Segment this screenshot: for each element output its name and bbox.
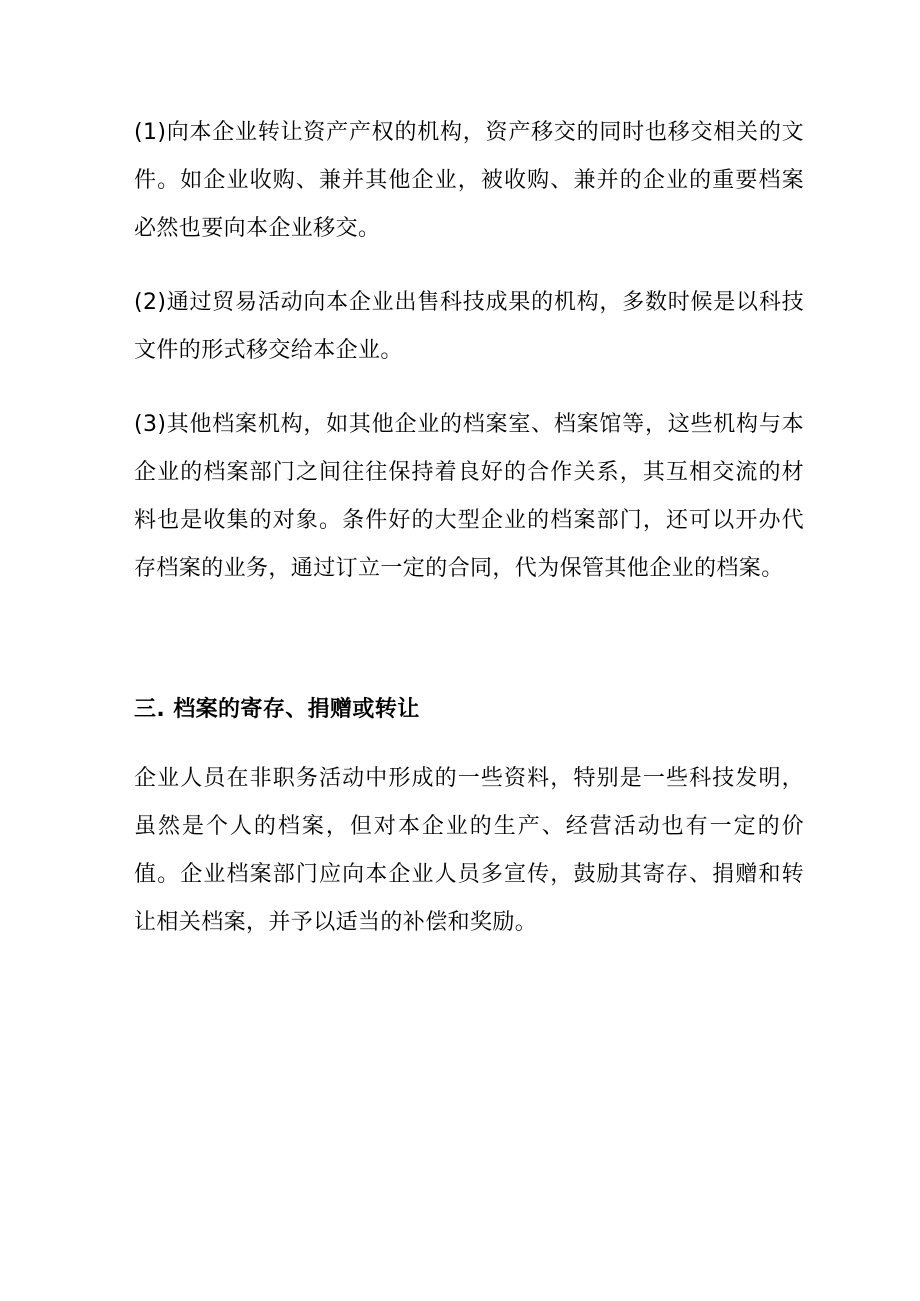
paragraph-item-2: (2)通过贸易活动向本企业出售科技成果的机构，多数时候是以科技文件的形式移交给本企业。 [134, 290, 804, 363]
section-heading: 三. 档案的寄存、捐赠或转让 [134, 697, 420, 722]
paragraph-item-1: (1)向本企业转让资产产权的机构，资产移交的同时也移交相关的文件。如企业收购、兼并其他企业，被收购、兼并的企业的重要档案必然也要向本企业移交。 [134, 120, 804, 241]
section-paragraph: 企业人员在非职务活动中形成的一些资料，特别是一些科技发明，虽然是个人的档案，但对本企业的生产、经营活动也有一定的价值。企业档案部门应向本企业人员多宣传，鼓励其寄存、捐赠和转让相关档案，并予以适当的补偿和奖励。 [134, 766, 804, 935]
paragraph-item-3: (3)其他档案机构，如其他企业的档案室、档案馆等，这些机构与本企业的档案部门之间往往保持着良好的合作关系，其互相交流的材料也是收集的对象。条件好的大型企业的档案部门，还可以开办代存档案的业务，通过订立一定的合同，代为保管其他企业的档案。 [134, 412, 804, 581]
